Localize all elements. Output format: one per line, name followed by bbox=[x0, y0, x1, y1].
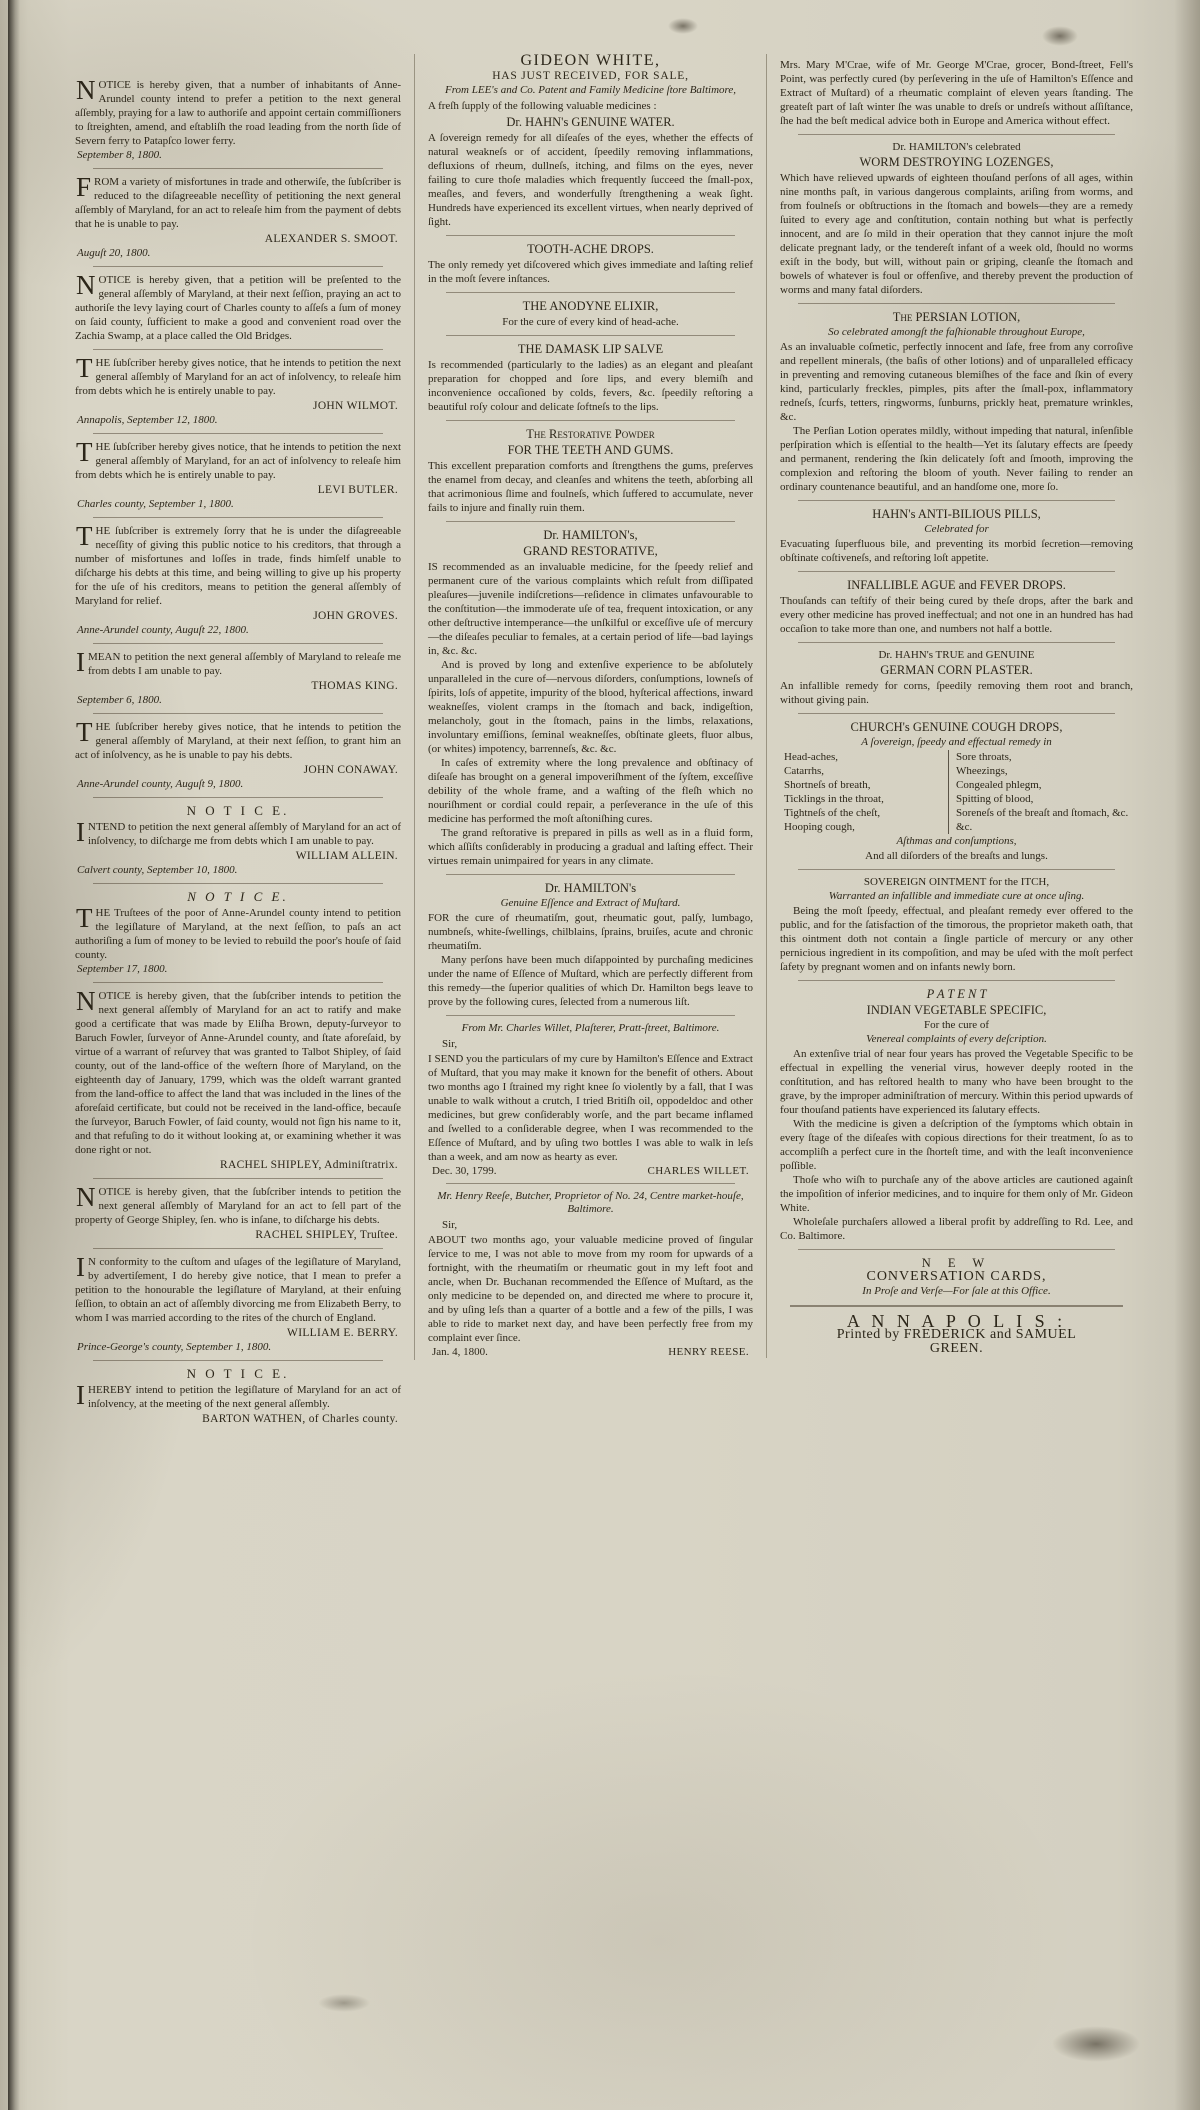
advertiser-name: GIDEON WHITE, bbox=[520, 52, 661, 69]
ad-intro-line: A freſh ſupply of the following valuable medicines : bbox=[428, 100, 657, 112]
testimonial-reese bbox=[428, 1190, 753, 1358]
section-divider bbox=[446, 521, 735, 522]
notice-body bbox=[75, 353, 401, 398]
section-divider bbox=[446, 292, 735, 293]
notice-text: HE ſubſcriber is extremely ſorry that he is under the diſagreeable neceſſity of giving this public notice to his creditors, that through a number of misfortunes and loſſes in trade, finds himſelf unable to diſcharge his debts at this time, and being willing to give up his property for the uſe of his creditors, means to petition the general aſſembly of Maryland for relief. bbox=[75, 525, 401, 607]
salutation: Sir, bbox=[442, 1038, 458, 1050]
section-divider bbox=[93, 266, 383, 267]
section-divider bbox=[446, 874, 735, 875]
notice-allein-insolvency bbox=[75, 804, 401, 877]
symptom-item: Wheezings, bbox=[956, 765, 1008, 777]
notice-shipley-certificate bbox=[75, 986, 401, 1172]
ad-grand-restorative bbox=[428, 528, 753, 868]
drop-cap: I bbox=[76, 1380, 85, 1410]
notice-dateline: Anne-Arundel county, Auguſt 9, 1800. bbox=[77, 778, 244, 790]
ad-subheading: INDIAN VEGETABLE SPECIFIC, bbox=[866, 1003, 1047, 1017]
notice-dateline: September 8, 1800. bbox=[77, 149, 162, 161]
ad-subheading: For the cure of bbox=[923, 1019, 990, 1031]
ad-sovereign-ointment bbox=[780, 876, 1133, 974]
ad-worm-lozenges bbox=[780, 141, 1133, 297]
ad-gideon-white-header bbox=[428, 54, 753, 113]
drop-cap: T bbox=[76, 521, 93, 551]
ad-cough-drops bbox=[780, 720, 1133, 863]
section-divider bbox=[798, 134, 1115, 135]
notice-severn-road bbox=[75, 75, 401, 162]
notice-dateline: Charles county, September 1, 1800. bbox=[77, 498, 234, 510]
ad-wholesale-note: Wholeſale purchaſers allowed a liberal profit by addreſſing to Rd. Lee, and Co. Baltimore. bbox=[780, 1216, 1133, 1242]
ad-subheading: Warranted an infallible and immediate cure at once uſing. bbox=[828, 890, 1085, 902]
notice-berry-divorce bbox=[75, 1252, 401, 1354]
ad-body: The only remedy yet diſcovered which gives immediate and laſting relief in the moſt ſevere inſtances. bbox=[428, 259, 753, 285]
ad-body: The Perſian Lotion operates mildly, without impeding that natural, inſenſible perſpiration which is eſſential to the health—Yet its ſalutary effects are ſpeedy and permanent, rendering the ſkin delicately ſoft and ſmooth, improving the complexion and reſtoring the bloom of youth. Never failing to render an ordinary countenance beautiful, and an handſome one, more ſo. bbox=[780, 425, 1133, 493]
notice-text: HE ſubſcriber hereby gives notice, that he intends to petition the general aſſembly of Maryland, at their next ſeſſion, to grant him an act of inſolvency, as he is unable to pay his debts. bbox=[75, 721, 401, 761]
ad-body: An extenſive trial of near four years has proved the Vegetable Specific to be effectual in expelling the venerial virus, however deeply rooted in the conſtitution, and has reſtored health to many who have been brought to the grave, by the improper adminiſtration of mercury. Within this period upwards of four thouſand patients have experienced its ſalutary effects. bbox=[780, 1048, 1133, 1116]
ad-subheading: Genuine Eſſence and Extract of Muſtard. bbox=[500, 897, 681, 909]
notice-body bbox=[75, 647, 401, 678]
ad-heading: The Restorative Powder bbox=[526, 427, 655, 441]
notice-body bbox=[75, 717, 401, 762]
drop-cap: F bbox=[76, 172, 92, 202]
notice-heading: N O T I C E. bbox=[186, 803, 290, 818]
testimonial-signature: CHARLES WILLET. bbox=[647, 1165, 749, 1177]
notice-heading: N O T I C E. bbox=[186, 1366, 290, 1381]
section-divider bbox=[93, 713, 383, 714]
drop-cap: N bbox=[76, 1182, 96, 1212]
ad-heading: Dr. HAMILTON's bbox=[544, 881, 637, 895]
column-medicine-ads bbox=[414, 54, 766, 1360]
ink-smudge bbox=[318, 1994, 370, 2012]
ad-anodyne-elixir bbox=[428, 299, 753, 329]
ad-subheading: GERMAN CORN PLASTER. bbox=[880, 663, 1033, 677]
notice-text: OTICE is hereby given, that a number of inhabitants of Anne-Arundel county intend to prefer a petition to the next general aſſembly, praying for a law to authoriſe and appoint certain commiſſioners to ſtreighten, amend, and eſtabliſh the road leading from the north ſide of Severn ferry to Patapſco lower ferry. bbox=[75, 79, 401, 147]
section-divider bbox=[798, 571, 1115, 572]
notice-text: N conformity to the cuſtom and uſages of the legiſlature of Maryland, by advertiſement, I do hereby give notice, that I mean to prefer a petition to the honourable the legiſlature of Maryland, at their enſuing ſeſſion, to obtain an act of aſſembly divorcing me from Elizabeth Berry, to whom I was married according to the rites of the church of England. bbox=[75, 1256, 401, 1324]
symptom-list-right bbox=[948, 750, 1133, 834]
notice-dateline: Annapolis, September 12, 1800. bbox=[77, 414, 218, 426]
symptom-item: Sore throats, bbox=[956, 751, 1012, 763]
section-divider bbox=[446, 1183, 735, 1184]
drop-cap: N bbox=[76, 270, 96, 300]
ad-body: In Proſe and Verſe—For ſale at this Office. bbox=[862, 1285, 1051, 1297]
notice-text: OTICE is hereby given, that a petition will be preſented to the general aſſembly of Maryland, at their next ſeſſion, praying an act to authoriſe the levy laying court of Charles county to aſſeſs a ſum of money on ſaid county, ſufficient to make a good and convenient road over the Zachia Swamp, at a place called the Old Bridges. bbox=[75, 274, 401, 342]
section-divider bbox=[446, 420, 735, 421]
section-divider bbox=[790, 1305, 1123, 1307]
ad-tooth-ache-drops bbox=[428, 242, 753, 286]
testimonial-date: Dec. 30, 1799. bbox=[432, 1165, 497, 1177]
section-divider bbox=[93, 797, 383, 798]
section-divider bbox=[446, 235, 735, 236]
notice-text: HE ſubſcriber hereby gives notice, that he intends to petition the next general aſſembly of Maryland for an act of inſolvency, to releaſe him from debts which he is entirely unable to pay. bbox=[75, 357, 401, 397]
signature: JOHN WILMOT. bbox=[313, 400, 398, 412]
imprint-printers: GREEN. bbox=[929, 1341, 984, 1356]
notice-smoot-insolvency bbox=[75, 172, 401, 260]
ad-heading: The PERSIAN LOTION, bbox=[892, 310, 1021, 324]
section-divider bbox=[93, 883, 383, 884]
ad-body: Which have relieved upwards of eighteen thouſand perſons of all ages, within nine months paſt, in various dangerous complaints, ariſing from worms, and from foulneſs or obſtructions in the ſtomach and bowels—they are a remedy ſuited to every age and conſtitution, contain nothing but what is perfectly innocent, and are ſo mild in their operation that they cannot injure the moſt delicate pregnant lady, or the tendereſt infant of a week old, ſhould no worms exiſt in the body, but will, without pain or griping, cleanſe the ſtomach and bowels of whatever is foul or offenſive, and thereby prevent the production of worms and many fatal diſorders. bbox=[780, 172, 1133, 296]
testimonial-body: Mrs. Mary M'Crae, wife of Mr. George M'Crae, grocer, Bond-ſtreet, Fell's Point, was perfectly cured (by perſevering in the uſe of Hamilton's Eſſence and Extract of Muſtard) of a rheumatic complaint of eleven years ſtanding. The greateſt part of laſt winter ſhe was unable to dreſs or undreſs without aſſiſtance, ſhe had the beſt medical advice both in Europe and America without effect. bbox=[780, 59, 1133, 127]
ad-subheading: Celebrated for bbox=[924, 523, 989, 535]
ad-body: And is proved by long and extenſive experience to be abſolutely unparalleled in the cure of—nervous diſorders, conſumptions, lowneſs of ſpirits, loſs of appetite, impurity of the blood, hyſterical affections, inward weakneſſes, violent cramps in the ſtomach and back, indigeſtion, melancholy, gout in the ſtomach, pains in the limbs, relaxations, involuntary emiſſions, ſeminal weakneſſes, obſtinate gleets, fluor albus, (or whites) impotency, barrenneſs, &c. &c. bbox=[428, 659, 753, 755]
drop-cap: I bbox=[76, 1252, 85, 1282]
testimonial-willet bbox=[428, 1022, 753, 1177]
ad-caution: Thoſe who wiſh to purchaſe any of the above articles are cautioned againſt the impoſition of inferior medicines, and to inquire for them only of Mr. Gideon White. bbox=[780, 1174, 1133, 1214]
imprint-printers: Printed by FREDERICK and SAMUEL bbox=[836, 1327, 1077, 1342]
section-divider bbox=[798, 500, 1115, 501]
ad-heading: P A T E N T bbox=[926, 987, 987, 1001]
notice-body bbox=[75, 1182, 401, 1227]
section-divider bbox=[93, 433, 383, 434]
notice-body bbox=[75, 172, 401, 231]
symptom-item: Shortneſs of breath, bbox=[784, 779, 871, 791]
section-divider bbox=[798, 869, 1115, 870]
section-divider bbox=[798, 1249, 1115, 1250]
section-divider bbox=[93, 168, 383, 169]
notice-text: ROM a variety of misfortunes in trade and otherwiſe, the ſubſcriber is reduced to the diſagreeable neceſſity of petitioning the next general aſſembly of Maryland, for an act to releaſe him from the payment of debts that he is unable to pay. bbox=[75, 176, 401, 230]
testimonial-heading: From Mr. Charles Willet, Plaſterer, Pratt-ſtreet, Baltimore. bbox=[461, 1022, 720, 1034]
ink-smudge bbox=[1052, 2026, 1140, 2062]
drop-cap: T bbox=[76, 717, 93, 747]
notice-conaway-insolvency bbox=[75, 717, 401, 791]
notice-wilmot-insolvency bbox=[75, 353, 401, 427]
ad-anti-bilious-pills bbox=[780, 507, 1133, 565]
notice-text: NTEND to petition the next general aſſembly of Maryland for an act of inſolvency, to diſcharge me from debts which I am unable to pay. bbox=[88, 821, 401, 847]
section-divider bbox=[446, 335, 735, 336]
testimonial-signoff bbox=[432, 1346, 749, 1358]
symptom-item: Catarrhs, bbox=[784, 765, 825, 777]
ad-subheading: WORM DESTROYING LOZENGES, bbox=[859, 155, 1054, 169]
ad-body: The grand reſtorative is prepared in pills as well as in a fluid form, which aſſiſts conſiderably in producing a gradual and laſting effect. Their virtues remain unimpaired for years in any climate. bbox=[428, 827, 753, 867]
section-divider bbox=[93, 1360, 383, 1361]
symptom-item: Soreneſs of the breaſt and ſtomach, &c. &c. bbox=[956, 807, 1129, 833]
column-medicine-ads-right bbox=[766, 54, 1146, 1358]
signature: RACHEL SHIPLEY, Truſtee. bbox=[255, 1229, 398, 1241]
notice-zachia-swamp-road bbox=[75, 270, 401, 343]
ad-hahns-genuine-water bbox=[428, 115, 753, 229]
symptom-item: Head-aches, bbox=[784, 751, 839, 763]
notice-shipley-property bbox=[75, 1182, 401, 1242]
notice-text: HE ſubſcriber hereby gives notice, that he intends to petition the next general aſſembly of Maryland, for an act of inſolvency to releaſe him from debts which he is entirely unable to pay. bbox=[75, 441, 401, 481]
ad-heading: THE ANODYNE ELIXIR, bbox=[522, 299, 659, 313]
testimonial-body: ABOUT two months ago, your valuable medicine proved of ſingular ſervice to me, I was not able to move from my room for upwards of a fortnight, with the rheumatiſm or rheumatic gout in my left foot and ancle, when Dr. Buchanan recommended the Eſſence of Muſtard, as the only medicine to be depended on, and directed me where to procure it, and by uſing leſs than a quarter of a bottle and a few of the pills, I was able to ride to market next day, and have been perfectly free from my complaint ever ſince. bbox=[428, 1234, 753, 1344]
ad-heading: INFALLIBLE AGUE and FEVER DROPS. bbox=[847, 578, 1066, 592]
signature: THOMAS KING. bbox=[311, 680, 398, 692]
notice-dateline: Prince-George's county, September 1, 1800. bbox=[77, 1341, 272, 1353]
section-divider bbox=[93, 1248, 383, 1249]
ad-heading: HAHN's ANTI-BILIOUS PILLS, bbox=[872, 507, 1041, 521]
ad-heading: Dr. HAMILTON's, bbox=[543, 528, 638, 542]
ad-subheading: GRAND RESTORATIVE, bbox=[523, 544, 658, 558]
salutation: Sir, bbox=[442, 1219, 458, 1231]
ad-subheading: A ſovereign, ſpeedy and effectual remedy in bbox=[861, 736, 1052, 748]
ad-body: Being the moſt ſpeedy, effectual, and pleaſant remedy ever offered to the public, and for the ſatisfaction of the timorous, the proprietor maketh oath, that this ointment doth not contain a ſingle particle of mercury or any other pernicious ingredient in its compoſition, and may be uſed with the moſt perfect ſafety by pregnant women and on infants newly born. bbox=[780, 905, 1133, 973]
section-divider bbox=[93, 517, 383, 518]
notice-body bbox=[75, 903, 401, 962]
symptom-list bbox=[784, 750, 1133, 834]
drop-cap: N bbox=[76, 986, 96, 1016]
notice-body bbox=[75, 817, 401, 848]
notice-body bbox=[75, 437, 401, 482]
section-divider bbox=[446, 1015, 735, 1016]
notice-body bbox=[75, 986, 401, 1157]
ad-heading: SOVEREIGN OINTMENT for the ITCH, bbox=[863, 876, 1050, 888]
section-divider bbox=[798, 642, 1115, 643]
notice-body bbox=[75, 1252, 401, 1325]
drop-cap: T bbox=[76, 437, 93, 467]
ad-essence-of-mustard bbox=[428, 881, 753, 1009]
ad-subheading: So celebrated amongſt the faſhionable throughout Europe, bbox=[828, 326, 1085, 338]
ad-body: As an invaluable coſmetic, perfectly innocent and ſafe, free from any corroſive and repellent minerals, (the baſis of other lotions) and of unparalleled efficacy in preventing and removing cutaneous blemiſhes of the face and ſkin of every kind, particularly freckles, pimples, pits after the ſmall-pox, inflammatory redneſs, ſcurfs, tetters, ringworms, ſunburns, prickly heat, premature wrinkles, &c. bbox=[780, 341, 1133, 423]
ad-german-corn-plaster bbox=[780, 649, 1133, 707]
ad-footnote: Aſthmas and conſumptions, bbox=[896, 835, 1017, 847]
notice-king-insolvency bbox=[75, 647, 401, 707]
ad-body: Thouſands can teſtify of their being cured by theſe drops, after the bark and every other medicine has proved ineffectual; and not one in an hundred has had occaſion to take more than one, and numbers not half a bottle. bbox=[780, 595, 1133, 635]
ad-body: This excellent preparation comforts and ſtrengthens the gums, preſerves the enamel from decay, and cleanſes and whitens the teeth, abſorbing all that acrimonious ſlime and foulneſs, which ſuffered to accumulate, never fails to injure and finally ruin them. bbox=[428, 460, 753, 514]
ad-subtitle: HAS JUST RECEIVED, FOR SALE, bbox=[492, 70, 689, 82]
notice-text: OTICE is hereby given, that the ſubſcriber intends to petition the next general aſſembly of Maryland for an act to ſell part of the property of George Shipley, ſen. who is inſane, to diſcharge his debts. bbox=[75, 1186, 401, 1226]
signature: RACHEL SHIPLEY, Adminiſtratrix. bbox=[220, 1159, 398, 1171]
signature: JOHN CONAWAY. bbox=[303, 764, 398, 776]
ad-subheading: CONVERSATION CARDS, bbox=[866, 1269, 1047, 1284]
ad-subheading: Venereal complaints of every deſcription. bbox=[866, 1033, 1047, 1045]
notice-groves-insolvency bbox=[75, 521, 401, 637]
drop-cap: N bbox=[76, 75, 96, 105]
ad-body: A ſovereign remedy for all diſeaſes of the eyes, whether the effects of natural weakneſs or of accident, ſpeedily removing inflammations, defluxions of rheum, dullneſs, itching, and films on the eyes, never failing to cure thoſe maladies which frequently ſucceed the ſmall-pox, meaſles, and fevers, and wonderfully ſtrengthening a weak ſight. Hundreds have experienced its excellent virtues, when nearly deprived of ſight. bbox=[428, 132, 753, 228]
notice-body bbox=[75, 1380, 401, 1411]
ad-body: In caſes of extremity where the long prevalence and obſtinacy of diſeaſe has brought on a general impoveriſhment of the ſyſtem, exceſſive debility of the whole frame, and a waſting of the fleſh which no nouriſhment or cordial could repair, a perſeverance in the uſe of this medicine has performed the moſt aſtoniſhing cures. bbox=[428, 757, 753, 825]
printer-imprint bbox=[780, 1311, 1133, 1356]
ad-heading: N E W bbox=[921, 1256, 992, 1270]
ad-heading: TOOTH-ACHE DROPS. bbox=[527, 242, 654, 256]
ad-restorative-powder bbox=[428, 427, 753, 515]
ad-body: For the cure of every kind of head-ache. bbox=[502, 316, 679, 328]
section-divider bbox=[798, 303, 1115, 304]
symptom-item: Spitting of blood, bbox=[956, 793, 1034, 805]
notice-dateline: Anne-Arundel county, Auguſt 22, 1800. bbox=[77, 624, 249, 636]
notice-wathen-insolvency bbox=[75, 1367, 401, 1426]
signature: WILLIAM ALLEIN. bbox=[295, 850, 398, 862]
notice-body bbox=[75, 75, 401, 148]
notice-body bbox=[75, 270, 401, 343]
ad-heading: Dr. HAMILTON's celebrated bbox=[892, 141, 1021, 153]
ad-heading: Dr. HAHN's TRUE and GENUINE bbox=[878, 649, 1035, 661]
notice-text: MEAN to petition the next general aſſembly of Maryland to releaſe me from debts I am unable to pay. bbox=[88, 651, 401, 677]
imprint-city: A N N A P O L I S : bbox=[846, 1311, 1067, 1331]
drop-cap: I bbox=[76, 817, 85, 847]
signature: WILLIAM E. BERRY. bbox=[287, 1327, 398, 1339]
section-divider bbox=[798, 980, 1115, 981]
testimonial-heading: Mr. Henry Reeſe, Butcher, Proprietor of No. 24, Centre market-houſe, Baltimore. bbox=[437, 1190, 744, 1215]
signature: LEVI BUTLER. bbox=[317, 484, 398, 496]
ad-footnote: And all diſorders of the breaſts and lungs. bbox=[865, 850, 1048, 862]
ad-heading: Dr. HAHN's GENUINE WATER. bbox=[506, 115, 675, 129]
column-legal-notices bbox=[62, 54, 414, 1428]
notice-text: OTICE is hereby given, that the ſubſcriber intends to petition the next general aſſembly of Maryland for an act to ratify and make good a certificate that was made by Eliſha Brown, deputy-ſurveyor to Baruch Fowler, ſurveyor of Anne-Arundel county, and ſtate aforeſaid, by virtue of a warrant of reſurvey that was granted to Talbot Shipley, of ſaid county, out of the land-office of the weſtern ſhore of Maryland, on the eighteenth day of January, 1799, which was the oldeſt warrant granted from the land-office to affect the land that was included in the lines of the aforeſaid certificate, but could not be received in the land-office, becauſe the ſurveyor, Baruch Fowler, of ſaid county, would not ſign his name to it, and that refuſing to do it without looking at, or examining whether it was done right or not. bbox=[75, 990, 401, 1156]
notice-dateline: Auguſt 20, 1800. bbox=[77, 247, 151, 259]
ad-body: Many perſons have been much diſappointed by purchaſing medicines under the name of Eſſence of Muſtard, which are perfectly different from this remedy—the ſuperior qualities of which Dr. Hamilton begs leave to prove by the following cures, ſelected from a numerous liſt. bbox=[428, 954, 753, 1008]
ad-body: Evacuating ſuperfluous bile, and preventing its morbid ſecretion—removing obſtinate coſtiveneſs, and reſtoring loſt appetite. bbox=[780, 538, 1133, 564]
testimonial-mcrae bbox=[780, 58, 1133, 128]
ad-body: An infallible remedy for corns, ſpeedily removing them root and branch, without giving pain. bbox=[780, 680, 1133, 706]
ad-conversation-cards bbox=[780, 1256, 1133, 1298]
section-divider bbox=[798, 713, 1115, 714]
ad-body: FOR the cure of rheumatiſm, gout, rheumatic gout, palſy, lumbago, numbneſs, white-ſwellings, chilblains, ſprains, bruiſes, acute and chronic rheumatiſm. bbox=[428, 912, 753, 952]
testimonial-body: I SEND you the particulars of my cure by Hamilton's Eſſence and Extract of Muſtard, that you may make it known for the benefit of others. About two months ago I ſtrained my right knee ſo violently by a fall, that I was unable to walk without a crutch, I tried Britiſh oil, oppodeldoc and other medicines, but grew conſiderably worſe, and the part became inflamed and ſwelled to a conſiderable degree, when I was recommended to the Eſſence of Muſtard, and by uſing two bottles I was able to walk in leſs than a week, and am now as hearty as ever. bbox=[428, 1053, 753, 1163]
symptom-list-left bbox=[784, 750, 948, 834]
symptom-item: Hooping cough, bbox=[784, 821, 855, 833]
notice-text: HE Truſtees of the poor of Anne-Arundel county intend to petition the legiſlature of Maryland, at the next ſeſſion, to paſs an act authoriſing a ſum of money to be levied to rebuild the poor's houſe of ſaid county. bbox=[75, 907, 401, 961]
drop-cap: T bbox=[76, 903, 93, 933]
ad-body: Is recommended (particularly to the ladies) as an elegant and pleaſant preparation for chopped and ſore lips, and every blemiſh and inconvenience occaſioned by colds, fevers, &c. ſpeedily reſtoring a beautiful roſy colour and delicate ſoftneſs to the lips. bbox=[428, 359, 753, 413]
ad-heading: CHURCH's GENUINE COUGH DROPS, bbox=[850, 720, 1063, 734]
symptom-item: Ticklings in the throat, bbox=[784, 793, 884, 805]
ad-body: IS recommended as an invaluable medicine, for the ſpeedy relief and permanent cure of the various complaints which reſult from diſſipated pleaſures—juvenile indiſcretions—reſidence in climates unfavourable to the conſtitution—the immoderate uſe of tea, frequent intoxication, or any other deſtructive intemperance—the unſkilful or exceſſive uſe of mercury—the diſeaſes peculiar to females, at a certain period of life—bad layings in, &c. &c. bbox=[428, 561, 753, 657]
drop-cap: I bbox=[76, 647, 85, 677]
testimonial-signature: HENRY REESE. bbox=[668, 1346, 749, 1358]
notice-text: HEREBY intend to petition the legiſlature of Maryland for an act of inſolvency, at the meeting of the next general aſſembly. bbox=[88, 1384, 401, 1410]
notice-body bbox=[75, 521, 401, 608]
symptom-item: Congealed phlegm, bbox=[956, 779, 1042, 791]
drop-cap: T bbox=[76, 353, 93, 383]
ad-heading: THE DAMASK LIP SALVE bbox=[517, 342, 664, 356]
notice-heading: N O T I C E. bbox=[187, 889, 289, 904]
notice-dateline: September 6, 1800. bbox=[77, 694, 162, 706]
notice-poorhouse-trustees bbox=[75, 890, 401, 976]
notice-butler-insolvency bbox=[75, 437, 401, 511]
signature: ALEXANDER S. SMOOT. bbox=[264, 233, 398, 245]
ad-damask-lip-salve bbox=[428, 342, 753, 414]
ad-subheading: FOR THE TEETH AND GUMS. bbox=[507, 443, 674, 457]
section-divider bbox=[93, 1178, 383, 1179]
testimonial-signoff bbox=[432, 1165, 749, 1177]
signature: BARTON WATHEN, of Charles county. bbox=[202, 1413, 398, 1425]
symptom-item: Tightneſs of the cheſt, bbox=[784, 807, 881, 819]
ad-indian-vegetable-specific bbox=[780, 987, 1133, 1243]
section-divider bbox=[93, 349, 383, 350]
ad-ague-fever-drops bbox=[780, 578, 1133, 636]
section-divider bbox=[93, 982, 383, 983]
testimonial-date: Jan. 4, 1800. bbox=[432, 1346, 488, 1358]
signature: JOHN GROVES. bbox=[313, 610, 398, 622]
notice-dateline: Calvert county, September 10, 1800. bbox=[77, 864, 238, 876]
ad-persian-lotion bbox=[780, 310, 1133, 494]
notice-dateline: September 17, 1800. bbox=[77, 963, 168, 975]
ad-body: With the medicine is given a deſcription of the ſymptoms which obtain in every ſtage of the diſeaſes with copious directions for their treatment, ſo as to accompliſh a perfect cure in the ſhorteſt time, and with the leaſt inconvenience poſſible. bbox=[780, 1118, 1133, 1172]
ad-source-line: From LEE's and Co. Patent and Family Medicine ſtore Baltimore, bbox=[444, 84, 737, 96]
section-divider bbox=[93, 643, 383, 644]
